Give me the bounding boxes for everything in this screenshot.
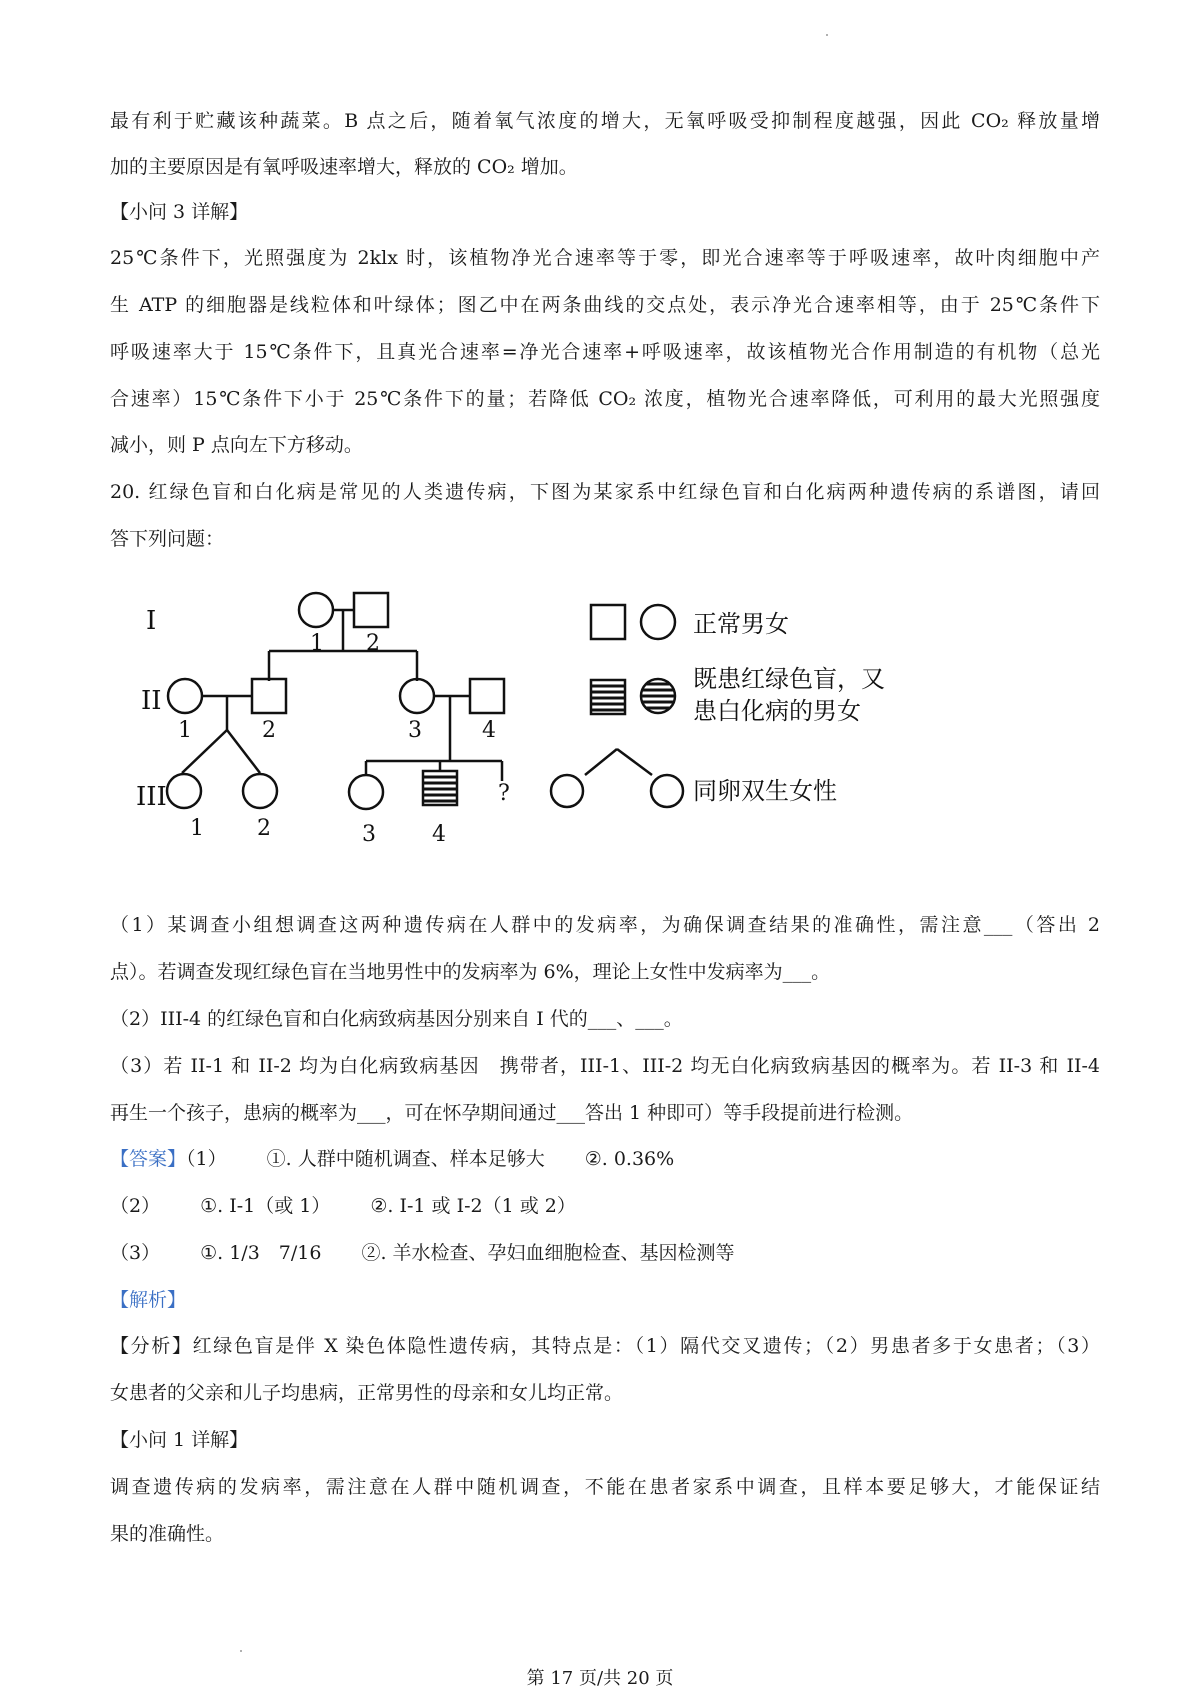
legend-twins-label: 同卵双生女性 [693,777,837,805]
iii-3-number: 3 [362,822,376,847]
analysis-line: 果的准确性。 [110,1523,225,1545]
answer-line: （2） ①. I-1（或 1） ②. I-1 或 I-2（1 或 2） [110,1195,576,1217]
ii-2-number: 2 [262,718,276,743]
scan-dot [826,34,828,36]
question-line: （3）若 II-1 和 II-2 均为白化病致病基因 携带者，III-1、III-2 均无白化病致病基因的概率为。若 II-3 和 II-4 [110,1055,1100,1077]
iii-2-female [243,774,277,808]
gen-label-iii: III [136,782,167,812]
iii-4-stripes [423,777,457,801]
legend-affected-label-1: 既患红绿色盲，又 [693,665,885,693]
scan-dot [240,1650,242,1652]
section-heading: 【小问 1 详解】 [110,1429,249,1451]
text-line: 呼吸速率大于 15℃条件下，且真光合速率=净光合速率+呼吸速率，故该植物光合作用制造的有机物（总光 [110,341,1100,363]
iii-2-number: 2 [257,816,271,841]
question-stem: 答下列问题： [110,528,225,550]
answer-line: 【答案】（1） ①. 人群中随机调查、样本足够大 ②. 0.36% [110,1148,675,1170]
text-line: 减小，则 P 点向左下方移动。 [110,434,363,456]
question-stem: 20. 红绿色盲和白化病是常见的人类遗传病，下图为某家系中红绿色盲和白化病两种遗传病的系谱图，请回 [110,481,1100,503]
ii-4-number: 4 [482,718,496,743]
ii-3-number: 3 [408,718,422,743]
i-2-number: 2 [366,631,380,656]
iii-1-number: 1 [190,816,204,841]
gen-label-ii: II [141,686,162,716]
analysis-line: 女患者的父亲和儿子均患病，正常男性的母亲和女儿均正常。 [110,1382,624,1404]
ii-1-female [168,679,202,713]
legend-twin-line [585,749,617,775]
ii-4-male [470,679,504,713]
analysis-line: 【分析】红绿色盲是伴 X 染色体隐性遗传病，其特点是：（1）隔代交叉遗传；（2）男患者多于女患者；（3） [110,1335,1100,1357]
page-footer: 第 17 页/共 20 页 [526,1668,674,1689]
legend-affected-label-2: 患白化病的男女 [693,697,861,725]
legend-twin-line [617,749,652,775]
legend-normal-label: 正常男女 [693,610,789,638]
legend-normal-male [591,605,625,639]
ii-3-female [400,679,434,713]
section-heading: 【小问 3 详解】 [110,201,249,223]
legend-male-stripes [591,686,625,710]
pedigree-chart [130,585,950,895]
iii-1-female [167,774,201,808]
iii-3-female [349,775,383,809]
text-line: 最有利于贮藏该种蔬菜。B 点之后，随着氧气浓度的增大，无氧呼吸受抑制程度越强，因此 CO₂ 释放量增 [110,110,1100,132]
analysis-line: 调查遗传病的发病率，需注意在人群中随机调查，不能在患者家系中调查，且样本要足够大，才能保证结 [110,1476,1100,1498]
question-line: （1）某调查小组想调查这两种遗传病在人群中的发病率，为确保调查结果的准确性，需注意___（答出 2 [110,914,1100,936]
text-line: 25℃条件下，光照强度为 2klx 时，该植物净光合速率等于零，即光合速率等于呼吸速率，故叶肉细胞中产 [110,247,1100,269]
legend-female-stripes [640,684,676,708]
i-1-female [299,593,333,627]
answer-label: 【答案】 [110,1148,187,1170]
text-line: 生 ATP 的细胞器是线粒体和叶绿体；图乙中在两条曲线的交点处，表示净光合速率相等，由于 25℃条件下 [110,294,1100,316]
legend-normal-female [641,605,675,639]
question-line: 再生一个孩子，患病的概率为___，可在怀孕期间通过___答出 1 种即可）等手段提前进行检测。 [110,1102,914,1124]
gen-label-i: I [146,606,157,636]
unknown-child: ? [498,781,510,806]
ii-1-number: 1 [178,718,192,743]
answer-line: （3） ①. 1/3 7/16 ②. 羊水检查、孕妇血细胞检查、基因检测等 [110,1242,735,1264]
i-1-number: 1 [310,631,324,656]
question-line: 点）。若调查发现红绿色盲在当地男性中的发病率为 6%，理论上女性中发病率为___。 [110,961,831,983]
text-line: 合速率）15℃条件下小于 25℃条件下的量；若降低 CO₂ 浓度，植物光合速率降低，可利用的最大光照强度 [110,388,1100,410]
text-line: 加的主要原因是有氧呼吸速率增大，释放的 CO₂ 增加。 [110,156,578,178]
legend-twin-female [651,775,683,807]
iii-4-number: 4 [432,822,446,847]
question-line: （2）III-4 的红绿色盲和白化病致病基因分别来自 I 代的___、___。 [110,1008,683,1030]
ii-2-male [252,679,286,713]
legend-twin-female [551,775,583,807]
i-2-male [354,593,388,627]
analysis-label: 【解析】 [110,1289,187,1311]
